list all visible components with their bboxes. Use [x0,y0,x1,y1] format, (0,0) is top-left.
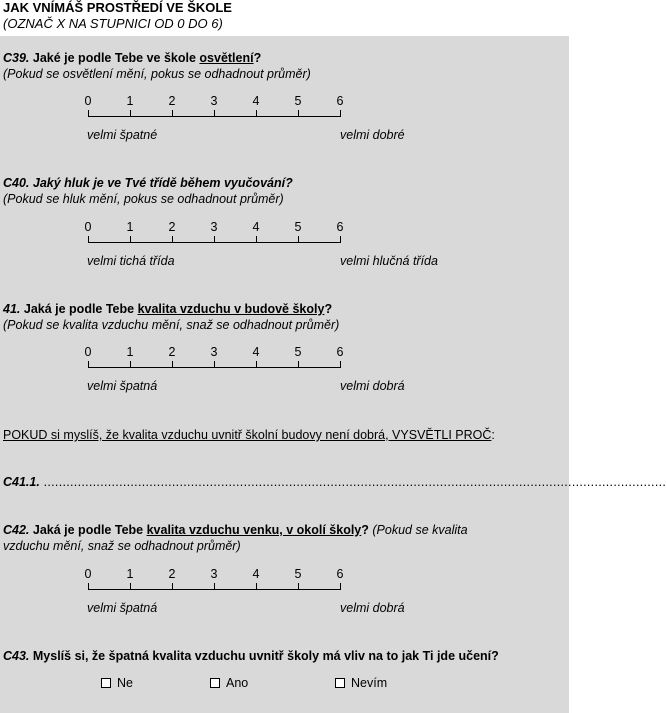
scale-high-label: velmi dobré [340,128,405,142]
scale-tick-2[interactable] [172,236,173,243]
scale-tick-1[interactable] [130,236,131,243]
scale-number-4: 4 [252,94,260,108]
question-c40-note: (Pokud se hluk mění, pokus se odhadnout průměr) [3,192,284,206]
scale-tick-1[interactable] [130,583,131,590]
question-note: (Pokud se kvalita [368,523,468,537]
explain-instruction-colon: : [491,428,495,442]
option-nevim[interactable] [335,676,387,690]
scale-tick-1[interactable] [130,110,131,117]
scale-tick-5[interactable] [298,110,299,117]
scale-high-label: velmi dobrá [340,601,405,615]
question-number: C43. [3,649,30,663]
scale-number-5: 5 [294,94,302,108]
scale-tick-0[interactable] [88,583,89,590]
question-c41-note: (Pokud se kvalita vzduchu mění, snaž se odhadnout průměr) [3,318,340,332]
question-c39-note: (Pokud se osvětlení mění, pokus se odhadnout průměr) [3,67,311,81]
answer-dotted-line: ..................................................................................................................................................................... [39,475,666,489]
scale-number-3: 3 [210,220,218,234]
question-text: Jaká je podle Tebe [29,523,147,537]
page-title: JAK VNÍMÁŠ PROSTŘEDÍ VE ŠKOLE [3,0,232,15]
scale-tick-2[interactable] [172,110,173,117]
option-ano[interactable] [210,676,248,690]
scale-number-2: 2 [168,345,176,359]
checkbox[interactable] [210,678,220,688]
scale-tick-2[interactable] [172,361,173,368]
scale-number-3: 3 [210,567,218,581]
scale-number-5: 5 [294,345,302,359]
question-text-end: ? [361,523,369,537]
question-text-end: ? [324,302,333,316]
scale-number-6: 6 [336,567,344,581]
question-c43 [3,648,499,664]
question-text: Jaká je podle Tebe [20,302,138,316]
scale-tick-6[interactable] [340,110,341,117]
scale-tick-4[interactable] [256,583,257,590]
scale-number-6: 6 [336,220,344,234]
scale-tick-4[interactable] [256,236,257,243]
scale-tick-3[interactable] [214,361,215,368]
page-subtitle: (OZNAČ X NA STUPNICI OD 0 DO 6) [3,16,223,31]
scale-tick-5[interactable] [298,236,299,243]
scale-tick-3[interactable] [214,583,215,590]
scale-low-label: velmi tichá třída [87,254,175,268]
option-label: Nevím [351,676,388,690]
scale-tick-3[interactable] [214,236,215,243]
option-label: Ano [226,676,249,690]
scale-low-label: velmi špatné [87,128,158,142]
answer-line-c41-1[interactable] [3,475,666,489]
question-text: Jaké je podle Tebe ve škole [29,51,200,65]
scale-low-label: velmi špatná [87,601,158,615]
question-text-underlined: kvalita vzduchu v budově školy [137,302,325,316]
question-text-underlined: osvětlení [199,51,254,65]
question-text-underlined: kvalita vzduchu venku, v okolí školy [146,523,362,537]
scale-tick-3[interactable] [214,110,215,117]
question-c42 [3,522,468,538]
scale-tick-5[interactable] [298,361,299,368]
page-header [3,0,232,32]
question-text: Myslíš si, že špatná kvalita vzduchu uvnitř školy má vliv na to jak Ti jde učení? [29,649,499,663]
scale-number-1: 1 [126,220,134,234]
scale-number-2: 2 [168,567,176,581]
scale-number-1: 1 [126,345,134,359]
scale-number-5: 5 [294,220,302,234]
scale-tick-0[interactable] [88,236,89,243]
question-text: Jaký hluk je ve Tvé třídě během vyučování? [29,176,293,190]
scale-number-0: 0 [84,220,92,234]
scale-number-1: 1 [126,567,134,581]
scale-number-3: 3 [210,94,218,108]
scale-number-5: 5 [294,567,302,581]
scale-number-4: 4 [252,345,260,359]
checkbox[interactable] [101,678,111,688]
scale-number-4: 4 [252,567,260,581]
scale-tick-4[interactable] [256,110,257,117]
scale-tick-6[interactable] [340,583,341,590]
scale-number-0: 0 [84,345,92,359]
scale-number-3: 3 [210,345,218,359]
scale-number-0: 0 [84,567,92,581]
question-c40 [3,175,293,191]
scale-high-label: velmi dobrá [340,379,405,393]
scale-c42[interactable] [80,567,405,623]
scale-tick-0[interactable] [88,110,89,117]
scale-number-2: 2 [168,94,176,108]
question-c39 [3,50,261,66]
scale-number-4: 4 [252,220,260,234]
scale-number-6: 6 [336,345,344,359]
scale-tick-5[interactable] [298,583,299,590]
scale-low-label: velmi špatná [87,379,158,393]
scale-high-label: velmi hlučná třída [340,254,438,268]
scale-c40[interactable] [80,220,438,276]
scale-number-2: 2 [168,220,176,234]
scale-number-0: 0 [84,94,92,108]
question-c42-note: vzduchu mění, snaž se odhadnout průměr) [3,539,241,553]
option-label: Ne [117,676,133,690]
question-number: C42. [3,523,30,537]
explain-instruction [3,428,495,442]
answer-label: C41.1. [3,475,40,489]
option-ne[interactable] [101,676,133,690]
scale-tick-1[interactable] [130,361,131,368]
scale-tick-0[interactable] [88,361,89,368]
scale-tick-2[interactable] [172,583,173,590]
scale-number-6: 6 [336,94,344,108]
scale-tick-6[interactable] [340,236,341,243]
scale-c41[interactable] [80,345,405,401]
checkbox[interactable] [335,678,345,688]
scale-tick-6[interactable] [340,361,341,368]
question-c41 [3,301,332,317]
question-number: C39. [3,51,30,65]
question-text-end: ? [253,51,262,65]
scale-number-1: 1 [126,94,134,108]
scale-c39[interactable] [80,94,405,150]
question-number: C40. [3,176,30,190]
explain-instruction-text: POKUD si myslíš, že kvalita vzduchu uvnitř školní budovy není dobrá, VYSVĚTLI PROČ [3,428,492,442]
scale-tick-4[interactable] [256,361,257,368]
question-number: 41. [3,302,21,316]
